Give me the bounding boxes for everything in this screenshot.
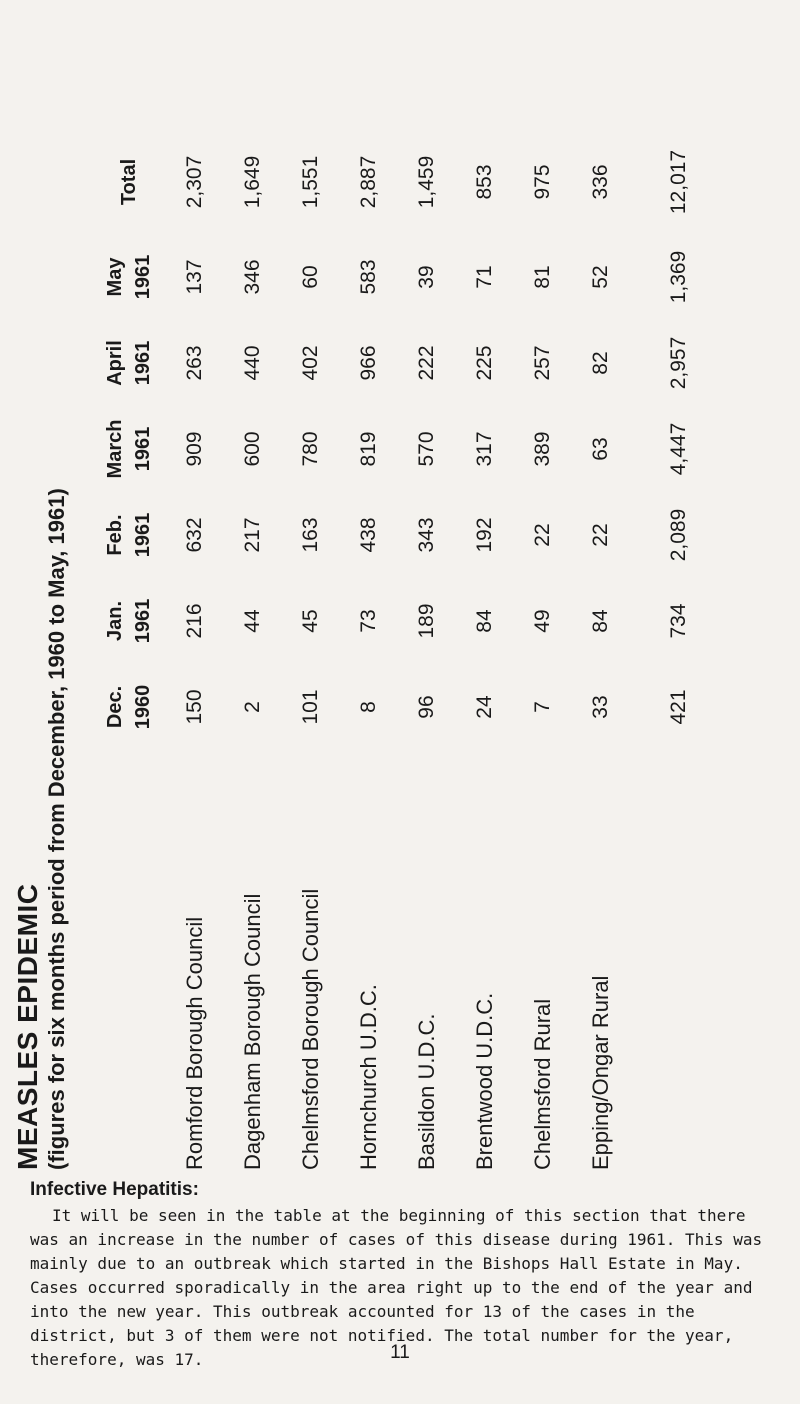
header-month-label: April xyxy=(104,340,126,386)
row-value: 189 xyxy=(415,603,438,639)
row-value: 632 xyxy=(183,517,206,553)
table-row xyxy=(340,60,398,1170)
header-year-label: 1960 xyxy=(132,684,154,730)
row-value: 819 xyxy=(357,431,380,467)
section-heading: Infective Hepatitis: xyxy=(30,1179,199,1200)
header-month-april xyxy=(101,320,157,406)
table-row xyxy=(456,60,514,1170)
header-year-label: 1961 xyxy=(132,340,154,386)
row-total: 2,307 xyxy=(183,155,206,209)
totals-row xyxy=(650,60,708,1170)
row-value: 438 xyxy=(357,517,380,553)
row-value: 39 xyxy=(415,265,438,289)
header-month-label: Feb. xyxy=(104,514,126,556)
table-header-row xyxy=(92,60,166,1170)
header-month-label: Dec. xyxy=(104,685,126,729)
row-value: 343 xyxy=(415,517,438,553)
row-total: 336 xyxy=(589,164,612,200)
row-value: 33 xyxy=(589,695,612,719)
row-total: 1,551 xyxy=(299,155,322,209)
table-row xyxy=(282,60,340,1170)
row-value: 44 xyxy=(241,609,264,633)
row-value: 217 xyxy=(241,517,264,553)
row-value: 570 xyxy=(415,431,438,467)
row-total: 1,459 xyxy=(415,155,438,209)
row-name: Romford Borough Council xyxy=(182,916,207,1170)
grand-total: 12,017 xyxy=(667,149,690,215)
row-value: 45 xyxy=(299,609,322,633)
row-value: 49 xyxy=(531,609,554,633)
header-year-label: 1961 xyxy=(132,426,154,472)
table-row xyxy=(166,60,224,1170)
totals-value: 1,369 xyxy=(667,250,690,304)
header-month-dec xyxy=(101,664,157,750)
row-total: 975 xyxy=(531,164,554,200)
row-name: Hornchurch U.D.C. xyxy=(356,984,381,1170)
row-total: 853 xyxy=(473,164,496,200)
row-value: 22 xyxy=(589,523,612,547)
row-value: 60 xyxy=(299,265,322,289)
row-value: 263 xyxy=(183,345,206,381)
measles-table xyxy=(12,60,792,1170)
table-subtitle: (figures for six months period from December, 1960 to May, 1961) xyxy=(44,488,69,1170)
table-title-block xyxy=(12,60,70,1170)
row-value: 22 xyxy=(531,523,554,547)
row-value: 82 xyxy=(589,351,612,375)
row-value: 101 xyxy=(299,689,322,725)
row-value: 71 xyxy=(473,265,496,289)
row-value: 137 xyxy=(183,259,206,295)
table-title: MEASLES EPIDEMIC xyxy=(12,883,43,1170)
row-value: 225 xyxy=(473,345,496,381)
table-row xyxy=(572,60,630,1170)
row-name: Chelmsford Borough Council xyxy=(298,888,323,1170)
row-value: 346 xyxy=(241,259,264,295)
row-name: Epping/Ongar Rural xyxy=(588,975,613,1170)
row-value: 389 xyxy=(531,431,554,467)
row-value: 8 xyxy=(357,701,380,713)
rotated-table-container xyxy=(12,60,792,1170)
row-value: 317 xyxy=(473,431,496,467)
table-row xyxy=(398,60,456,1170)
header-month-label: May xyxy=(104,257,126,297)
row-value: 73 xyxy=(357,609,380,633)
row-value: 81 xyxy=(531,265,554,289)
header-year-label: 1961 xyxy=(132,512,154,558)
table-row xyxy=(224,60,282,1170)
row-total: 2,887 xyxy=(357,155,380,209)
row-value: 909 xyxy=(183,431,206,467)
row-value: 150 xyxy=(183,689,206,725)
row-name: Chelmsford Rural xyxy=(530,998,555,1170)
row-value: 600 xyxy=(241,431,264,467)
row-value: 24 xyxy=(473,695,496,719)
row-value: 222 xyxy=(415,345,438,381)
header-total xyxy=(115,130,143,234)
row-value: 163 xyxy=(299,517,322,553)
table-row xyxy=(514,60,572,1170)
row-value: 96 xyxy=(415,695,438,719)
totals-value: 2,089 xyxy=(667,508,690,562)
row-name: Brentwood U.D.C. xyxy=(472,992,497,1170)
row-value: 402 xyxy=(299,345,322,381)
totals-value: 421 xyxy=(667,689,690,725)
totals-value: 734 xyxy=(667,603,690,639)
header-month-label: Jan. xyxy=(104,600,126,642)
row-name: Basildon U.D.C. xyxy=(414,1013,439,1170)
row-value: 192 xyxy=(473,517,496,553)
row-value: 966 xyxy=(357,345,380,381)
row-name: Dagenham Borough Council xyxy=(240,893,265,1170)
table-grid xyxy=(92,60,708,1170)
header-month-feb xyxy=(101,492,157,578)
section-paragraph: It will be seen in the table at the beginning of this section that there was an increase in the number of cases of this disease during 1961. This was mainly due to an outbreak which started in the Bishops Hall Estate in May. Cases occurred sporadically in the area right up to the end of the year and into the new year. This outbreak accounted for 13 of the cases in the district, but 3 of them were not notified. The total number for the year, therefore, was 17. xyxy=(30,1206,763,1369)
row-value: 7 xyxy=(531,701,554,713)
header-month-label: March xyxy=(104,419,126,479)
row-value: 440 xyxy=(241,345,264,381)
row-value: 2 xyxy=(241,701,264,713)
header-month-may xyxy=(101,234,157,320)
row-value: 257 xyxy=(531,345,554,381)
totals-value: 2,957 xyxy=(667,336,690,390)
row-value: 216 xyxy=(183,603,206,639)
row-value: 84 xyxy=(473,609,496,633)
header-total-label: Total xyxy=(118,158,140,206)
row-value: 84 xyxy=(589,609,612,633)
header-month-jan xyxy=(101,578,157,664)
totals-value: 4,447 xyxy=(667,422,690,476)
row-value: 583 xyxy=(357,259,380,295)
page-number: 11 xyxy=(390,1342,410,1363)
row-total: 1,649 xyxy=(241,155,264,209)
row-value: 780 xyxy=(299,431,322,467)
header-year-label: 1961 xyxy=(132,598,154,644)
header-year-label: 1961 xyxy=(132,254,154,300)
header-month-march xyxy=(101,406,157,492)
row-value: 63 xyxy=(589,437,612,461)
row-value: 52 xyxy=(589,265,612,289)
